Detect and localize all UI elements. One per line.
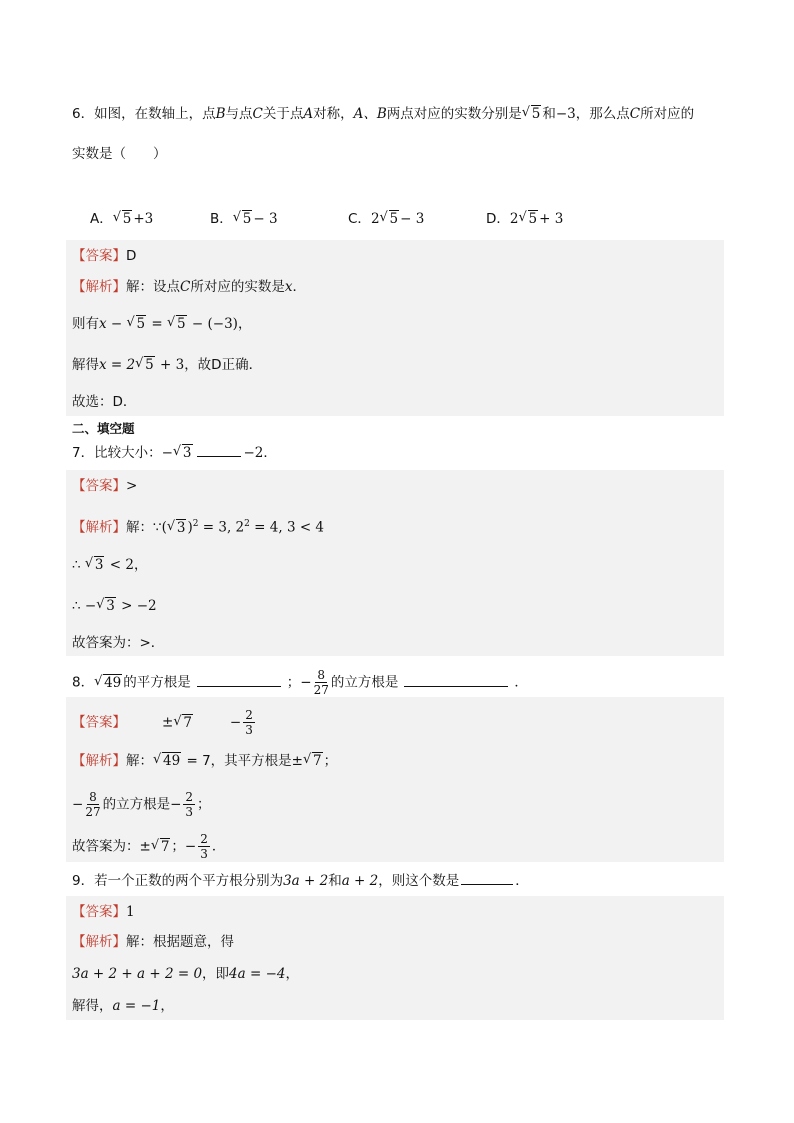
q8-analysis-3: 故答案为：±√ 7 ；− $\frac{2}{3}$ ． <box>72 832 225 861</box>
q8-blank-1[interactable] <box>197 674 281 687</box>
q7-answer: 【答案】> <box>72 478 138 494</box>
q7-analysis-4: 故答案为：>． <box>72 635 165 651</box>
q8-blank-2[interactable] <box>404 674 508 687</box>
q6-stem-line2: 实数是（ ） <box>72 146 167 162</box>
q7-analysis-1: 【解析】解：∵(√ 3 )$^2$ = 3, $2^2 = 4$, 3 < 4 <box>72 514 324 538</box>
q8-analysis-2: − $\frac{8}{27}$ 的立方根是− $\frac{2}{3}$ ； <box>72 790 211 819</box>
q7-analysis-2: ∴ √ 3 < 2， <box>72 555 147 575</box>
q8-stem: 8．√ 49 的平方根是 ；− $\frac{8}{27}$ 的立方根是 ． <box>72 668 528 697</box>
q9-analysis-1: 【解析】解：根据题意，得 <box>72 934 234 950</box>
q6-analysis-2: 则有x − √ 5 = √ 5 − (−3)， <box>72 314 251 334</box>
q6-option-c: C．2√ 5 − 3 <box>348 209 424 229</box>
q9-stem: 9．若一个正数的两个平方根分别为3a + 2和a + 2，则这个数是 ． <box>72 873 529 889</box>
section-heading: 二、填空题 <box>72 421 135 436</box>
q6-option-b: B．√ 5 − 3 <box>210 209 278 229</box>
q7-answer-block <box>66 470 724 656</box>
q9-analysis-3: 解得，a = −1， <box>72 998 174 1014</box>
q6-stem: 6．如图，在数轴上，点B与点C关于点A对称，A、B两点对应的实数分别是√ 5 和−3，那么点C所对应的 <box>72 104 694 124</box>
q6-answer: 【答案】D <box>72 248 137 264</box>
q8-analysis-1: 【解析】解：√ 49 = 7，其平方根是±√ 7 ； <box>72 751 337 771</box>
q8-answer: 【答案】 ±√ 7 − $\frac{2}{3}$ <box>72 708 257 737</box>
q7-analysis-3: ∴ −√ 3 > −2 <box>72 596 157 616</box>
q6-option-d: D．2√ 5 + 3 <box>486 209 563 229</box>
q9-blank[interactable] <box>461 872 513 885</box>
q6-analysis-4: 故选：D． <box>72 394 137 410</box>
q7-stem: 7．比较大小：−√ 3 −2． <box>72 443 277 463</box>
q6-analysis-1: 【解析】解：设点C所对应的实数是x． <box>72 279 306 295</box>
q6-option-a: A．√ 5 +3 <box>90 209 153 229</box>
q7-blank[interactable] <box>197 444 241 457</box>
q9-analysis-2: 3a + 2 + a + 2 = 0，即4a = −4， <box>72 966 299 982</box>
q9-answer: 【答案】1 <box>72 904 135 920</box>
q6-analysis-3: 解得x = 2√ 5 + 3，故D正确． <box>72 355 262 375</box>
